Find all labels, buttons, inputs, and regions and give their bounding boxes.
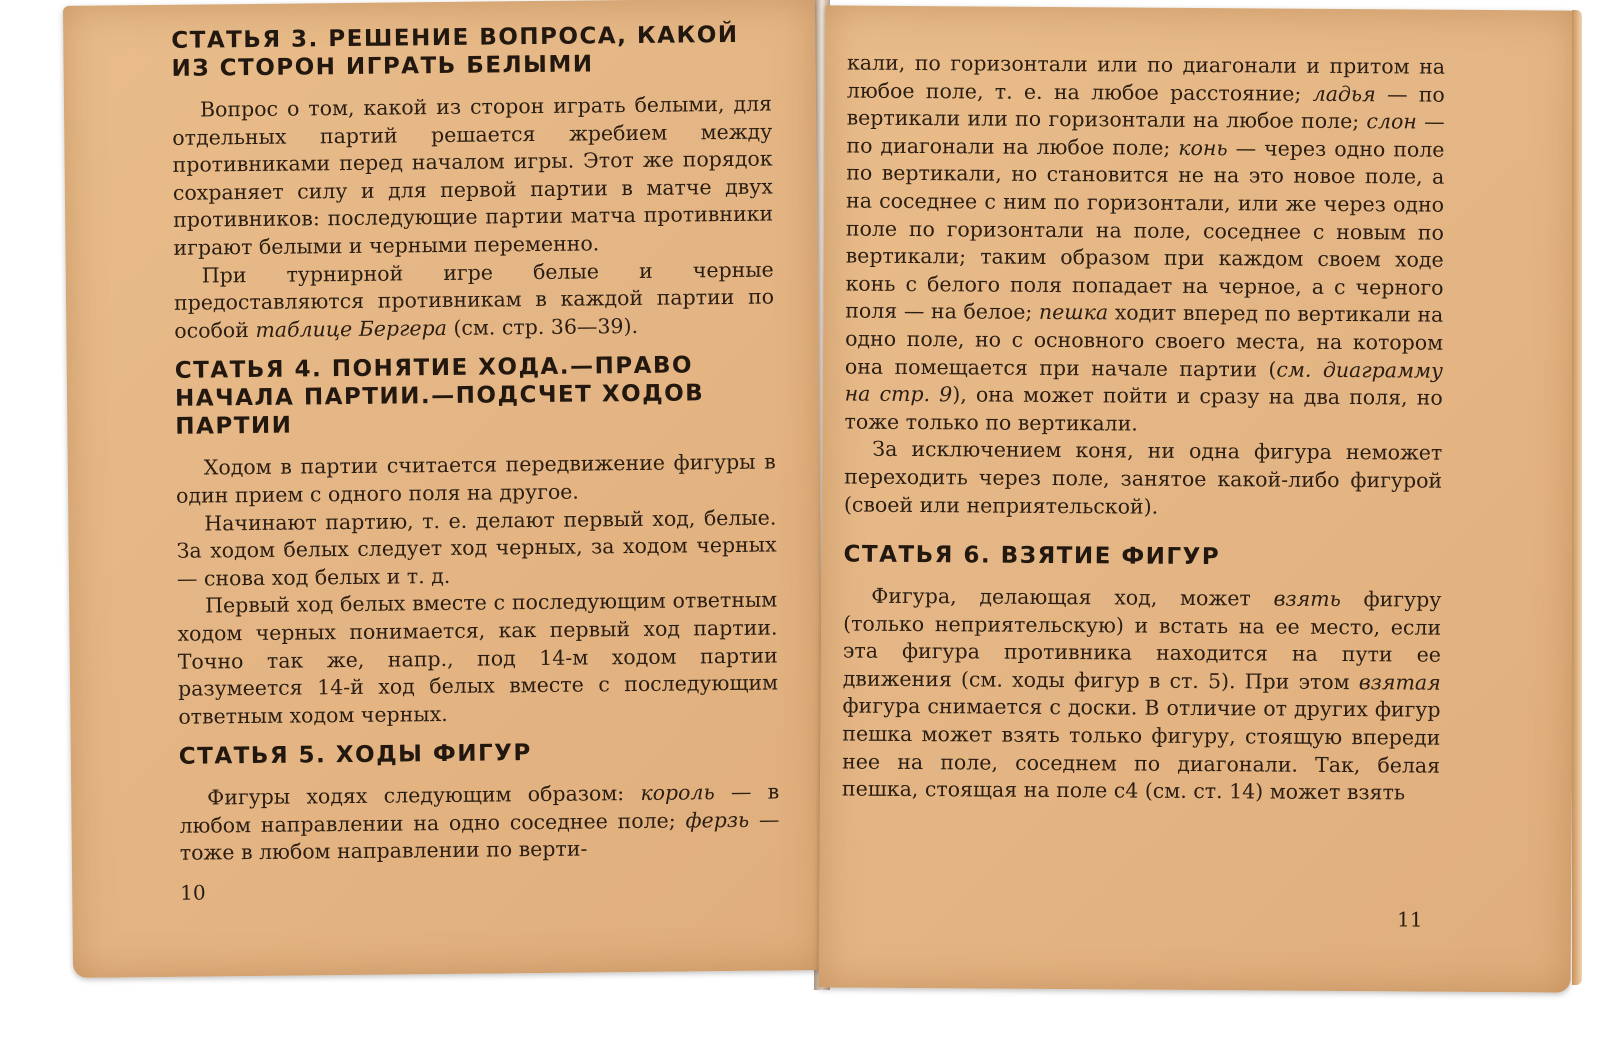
- text-run: Фигура, делающая ход, может: [871, 583, 1274, 611]
- text-run: (см. стр. 36—39).: [446, 313, 639, 340]
- pawn-term: пешка: [1038, 300, 1109, 325]
- text-run: — через одно поле по вертикали, но становится не на это новое поле, а на соседнее с ним по горизонтали, или же через одно поле по горизонтали на поле, соседнее с новым по вертикали; таким образом при каждом своем ходе конь с белого поля попадает на черное, а с черного поля — на белое;: [845, 135, 1445, 325]
- article-4-heading: СТАТЬЯ 4. ПОНЯТИЕ ХОДА.—ПРАВО НАЧАЛА ПАРТИИ.—ПОДСЧЕТ ХОДОВ ПАРТИИ: [174, 352, 705, 441]
- article-4-paragraph-2: Начинают партию, т. е. делают первый ход, белые. За ходом белых следует ход черных, за ходом черных — снова ход белых и т. д.: [176, 505, 777, 591]
- except-knight-paragraph: За исключением коня, ни одна фигура неможет переходить через поле, занятое какой-либо фигурой (своей или неприятельской).: [843, 437, 1443, 519]
- text-run: ходит вперед по вертикали на одно поле, но с основного своего места, на котором она помещается при начале партии (: [844, 300, 1444, 382]
- page-number-right: 11: [1396, 907, 1423, 932]
- page-edges: [1572, 10, 1582, 985]
- left-page: [63, 0, 825, 978]
- text-run: ), она может пойти и сразу на два поля, но тоже только по вертикали.: [844, 382, 1443, 436]
- left-page-content: [171, 21, 780, 868]
- text-run: Фигуры ходях следующим образом:: [207, 781, 641, 810]
- article-5-heading: СТАТЬЯ 5. ХОДЫ ФИГУР: [178, 740, 532, 771]
- article-3-heading: СТАТЬЯ 3. РЕШЕНИЕ ВОПРОСА, КАКОЙ ИЗ СТОРОН ИГРАТЬ БЕЛЫМИ: [171, 21, 739, 82]
- text-run: — тоже в любом направлении по верти-: [179, 807, 780, 866]
- article-4-paragraph-1: Ходом в партии считается передвижение фигуры в один прием с одного поля на другое.: [175, 449, 776, 508]
- article-3-paragraph-2: [174, 256, 775, 345]
- text-run: кали, по горизонтали или по диагонали и притом на любое поле, т. е. на любое расстояние;: [846, 50, 1446, 106]
- text-run: — по диагонали на любое поле;: [846, 109, 1445, 160]
- article-6-paragraph-1: [842, 583, 1442, 808]
- article-6-heading: СТАТЬЯ 6. ВЗЯТИЕ ФИГУР: [843, 541, 1221, 571]
- bishop-term: слон: [1366, 109, 1417, 134]
- knight-term: конь: [1178, 135, 1228, 160]
- berger-table-term: таблице Бергера: [255, 315, 448, 342]
- article-5-paragraph-1: [179, 779, 780, 868]
- text-run: — по вертикали или по горизонтали на любое поле;: [846, 81, 1445, 134]
- text-run: При турнирной игре белые и черные предоставляются противникам в каждой партии по особой: [173, 257, 775, 343]
- take-term: взять: [1273, 586, 1341, 612]
- taken-term: взятая: [1358, 670, 1441, 695]
- article-4-paragraph-3: Первый ход белых вместе с последующим ответным ходом черных понимается, как первый ход партии. Точно так же, напр., под 14-м ходом партии разумеется 14-й ход белых вместе с последующим ответным ходом черных.: [177, 587, 779, 729]
- article-3-paragraph-1: Вопрос о том, какой из сторон играть белыми, для отдельных партий решается жребием между противниками перед началом игры. Этот же порядок сохраняет силу и для первой партии в матче двух противников: последующие партии матча противники играют белыми и черными переменно.: [172, 91, 774, 260]
- right-page-content: [842, 50, 1445, 808]
- text-run: фигуру (только неприятельскую) и встать на ее место, если эта фигура противника находится на пути ее движения (см. ходы фигур в ст. 5). При этом: [842, 587, 1442, 695]
- queen-term: ферзь: [685, 807, 750, 833]
- king-term: король: [640, 780, 715, 806]
- page-number-left: 10: [180, 880, 206, 905]
- text-run: фигура снимается с доски. В отличие от других фигур пешка может взять только фигуру, стоящую впереди нее на поле, соседнем по диагонали. Так, белая пешка, стоящая на поле c4 (см. ст. 14) может взять: [841, 693, 1441, 805]
- piece-moves-continuation: [844, 50, 1445, 440]
- rook-term: ладья: [1312, 81, 1376, 106]
- diagram-reference: см. диаграмму на стр. 9: [844, 357, 1443, 407]
- text-run: — в любом направлении на одно соседнее поле;: [179, 779, 780, 838]
- right-page: [819, 5, 1578, 992]
